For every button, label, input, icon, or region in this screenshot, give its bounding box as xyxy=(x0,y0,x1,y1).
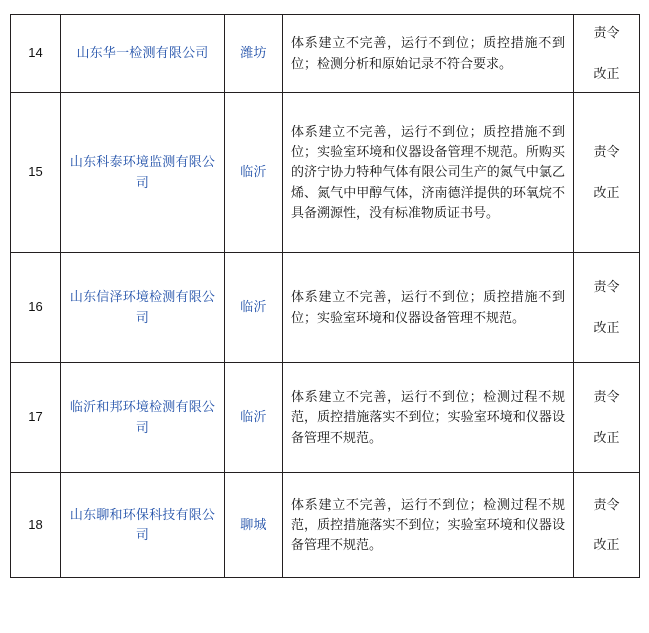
action-spacer xyxy=(582,408,631,428)
action-line-2: 改正 xyxy=(593,537,620,552)
action-line-2: 改正 xyxy=(593,65,620,81)
action-decision xyxy=(574,93,640,253)
action-line-1: 责令 xyxy=(593,25,620,41)
action-line-2: 改正 xyxy=(593,184,620,200)
table-row xyxy=(11,15,640,93)
action-spacer xyxy=(582,163,631,183)
action-line-2: 改正 xyxy=(593,429,620,445)
table-row xyxy=(11,93,640,253)
action-spacer xyxy=(582,298,631,318)
action-decision xyxy=(574,473,640,578)
row-index: 14 xyxy=(11,15,61,93)
issue-description: 体系建立不完善，运行不到位；质控措施不到位；实验室环境和仪器设备管理不规范。所购买的济宁协力特种气体有限公司生产的氮气中氯乙烯、氮气中甲醇气体，济南德洋提供的环氧烷不具备溯源性，没有标准物质证书号。 xyxy=(283,93,574,253)
row-index: 18 xyxy=(11,473,61,578)
row-index: 17 xyxy=(11,363,61,473)
action-line-1: 责令 xyxy=(593,496,620,512)
action-line-2: 改正 xyxy=(593,319,620,335)
organization-name: 山东科泰环境监测有限公司 xyxy=(61,93,225,253)
issue-description: 体系建立不完善，运行不到位；检测过程不规范，质控措施落实不到位；实验室环境和仪器设备管理不规范。 xyxy=(283,473,574,578)
row-index: 15 xyxy=(11,93,61,253)
city-name: 临沂 xyxy=(225,253,283,363)
action-spacer xyxy=(582,44,631,64)
action-decision xyxy=(574,363,640,473)
organization-name: 临沂和邦环境检测有限公司 xyxy=(61,363,225,473)
city-name: 临沂 xyxy=(225,363,283,473)
action-line-1: 责令 xyxy=(593,389,620,405)
organization-name: 山东华一检测有限公司 xyxy=(61,15,225,93)
row-index: 16 xyxy=(11,253,61,363)
inspection-results-table xyxy=(10,14,640,578)
action-decision xyxy=(574,253,640,363)
city-name: 潍坊 xyxy=(225,15,283,93)
issue-description: 体系建立不完善，运行不到位；质控措施不到位；检测分析和原始记录不符合要求。 xyxy=(283,15,574,93)
organization-name: 山东信泽环境检测有限公司 xyxy=(61,253,225,363)
table-row xyxy=(11,473,640,578)
issue-description: 体系建立不完善，运行不到位；质控措施不到位；实验室环境和仪器设备管理不规范。 xyxy=(283,253,574,363)
action-spacer xyxy=(582,515,631,535)
table-row xyxy=(11,363,640,473)
action-line-1: 责令 xyxy=(593,144,620,160)
table-row xyxy=(11,253,640,363)
action-line-1: 责令 xyxy=(593,279,620,295)
table-body xyxy=(11,15,640,578)
city-name: 聊城 xyxy=(225,473,283,578)
organization-name: 山东聊和环保科技有限公司 xyxy=(61,473,225,578)
city-name: 临沂 xyxy=(225,93,283,253)
issue-description: 体系建立不完善，运行不到位；检测过程不规范，质控措施落实不到位；实验室环境和仪器设备管理不规范。 xyxy=(283,363,574,473)
action-decision xyxy=(574,15,640,93)
